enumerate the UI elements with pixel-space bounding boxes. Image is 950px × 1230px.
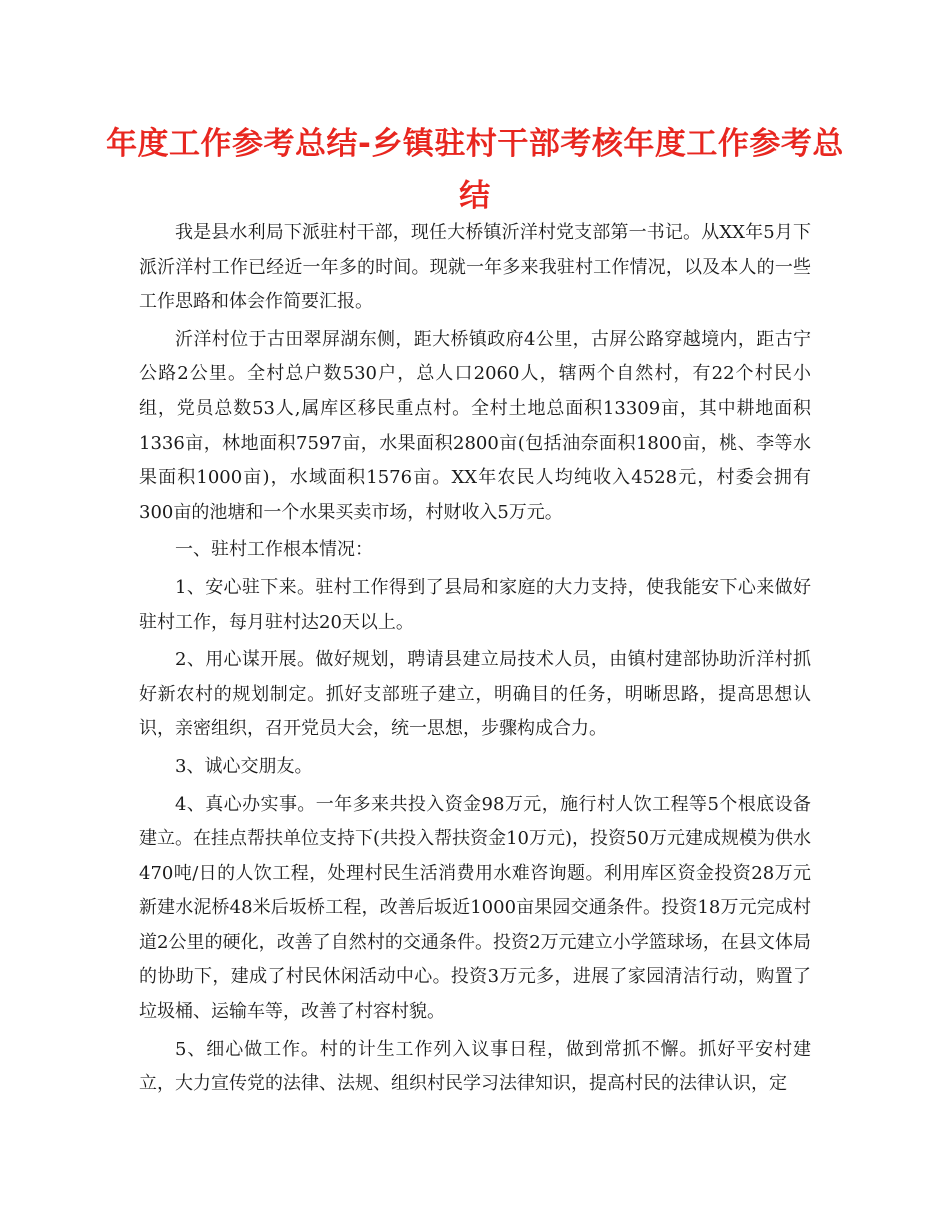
paragraph-item-3: 3、诚心交朋友。 bbox=[175, 755, 313, 777]
paragraph-item-1: 1、安心驻下来。驻村工作得到了县局和家庭的大力支持，使我能安下心来做好驻村工作，每月驻村达20天以上。 bbox=[139, 576, 811, 633]
paragraph-item-5: 5、细心做工作。村的计生工作列入议事日程，做到常抓不懈。抓好平安村建立，大力宣传党的法律、法规、组织村民学习法律知识，提高村民的法律认识，定 bbox=[139, 1038, 811, 1095]
paragraph-village-overview: 沂洋村位于古田翠屏湖东侧，距大桥镇政府4公里，古屏公路穿越境内，距古宁公路2公里。全村总户数530户，总人口2060人，辖两个自然村，有22个村民小组，党员总数53人,属库区移民重点村。全村土地总面积13309亩，其中耕地面积1336亩，林地面积7597亩，水果面积2800亩(包括油奈面积1800亩，桃、李等水果面积1000亩)，水域面积1576亩。XX年农民人均纯收入4528元，村委会拥有300亩的池塘和一个水果买卖市场，村财收入5万元。 bbox=[139, 328, 811, 523]
document-body bbox=[139, 216, 811, 1105]
paragraph-item-2: 2、用心谋开展。做好规划，聘请县建立局技术人员，由镇村建部协助沂洋村抓好新农村的规划制定。抓好支部班子建立，明确目的任务，明晰思路，提高思想认识，亲密组织，召开党员大会，统一思想，步骤构成合力。 bbox=[139, 649, 811, 740]
document-title: 年度工作参考总结-乡镇驻村干部考核年度工作参考总结 bbox=[106, 126, 844, 214]
paragraph-item-4: 4、真心办实事。一年多来共投入资金98万元，施行村人饮工程等5个根底设备建立。在挂点帮扶单位支持下(共投入帮扶资金10万元)，投资50万元建成规模为供水470吨/日的人饮工程，处理村民生活消费用水难咨询题。利用库区资金投资28万元新建水泥桥48米后坂桥工程，改善后坂近1000亩果园交通条件。投资18万元完成村道2公里的硬化，改善了自然村的交通条件。投资2万元建立小学篮球场，在县文体局的协助下，建成了村民休闲活动中心。投资3万元多，进展了家园清洁行动，购置了垃圾桶、运输车等，改善了村容村貌。 bbox=[139, 793, 811, 1023]
section-heading-basic-situation: 一、驻村工作根本情况： bbox=[175, 539, 373, 561]
paragraph-intro: 我是县水利局下派驻村干部，现任大桥镇沂洋村党支部第一书记。从XX年5月下派沂洋村工作已经近一年多的时间。现就一年多来我驻村工作情况，以及本人的一些工作思路和体会作简要汇报。 bbox=[139, 222, 811, 313]
